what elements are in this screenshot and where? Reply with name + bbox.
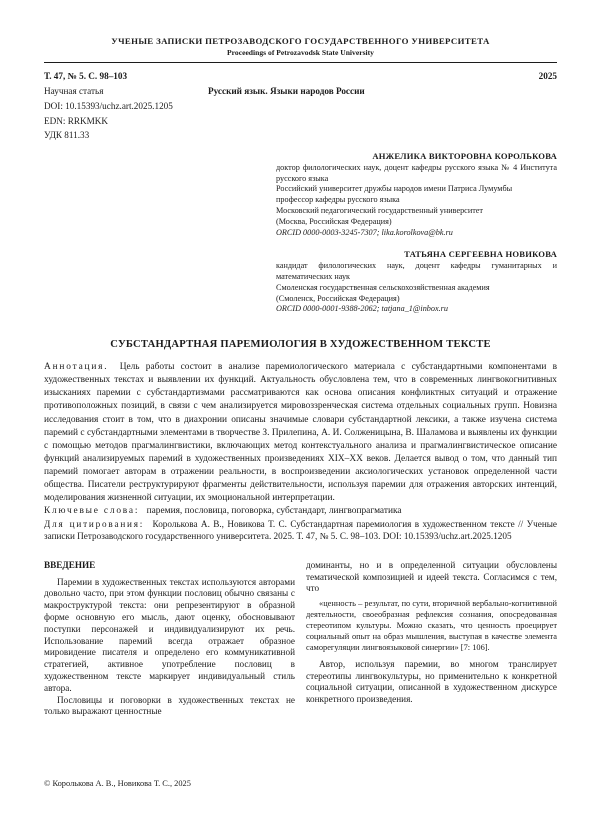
left-column: [44, 560, 295, 718]
author-affiliation-line: кандидат филологических наук, доцент кафедры гуманитарных и математических наук: [276, 261, 557, 281]
article-title: СУБСТАНДАРТНАЯ ПАРЕМИОЛОГИЯ В ХУДОЖЕСТВЕННОМ ТЕКСТЕ: [110, 339, 491, 351]
right-column: [306, 560, 557, 718]
citation-label: Для цитирования:: [44, 519, 145, 530]
body-paragraph: Автор, используя паремии, во многом транслирует стереотипы лингвокультуры, но применительно к конкретной социальной ситуации, описанной в художественном дискурсе конкретного произведения.: [306, 658, 557, 705]
article-type-row: [44, 86, 557, 97]
abstract-paragraph: [44, 361, 557, 505]
author-affiliation-line: Московский педагогический государственный университет: [276, 205, 483, 215]
body-paragraph: доминанты, но и в определенной ситуации обусловлены тематической композицией и идеей текста. Согласимся с тем, что: [306, 559, 557, 594]
abstract-label: Аннотация.: [44, 362, 109, 373]
author-location-line: (Москва, Российская Федерация): [276, 216, 392, 226]
citation-text: Королькова А. В., Новикова Т. С. Субстандартная паремиология в художественном тексте // Ученые записки Петрозаводского государственного университета. 2025. Т. 47, № 5. С. 98–103. DOI: 10.15393/uchz.art.2025.1205: [44, 519, 557, 542]
edn-line: EDN: RRKMKK: [44, 115, 109, 126]
issue-volume-pages: Т. 47, № 5. С. 98–103: [44, 71, 128, 81]
issue-info-row: [44, 71, 557, 81]
body-paragraph: Пословицы и поговорки в художественных текстах не только выражают ценностные: [44, 694, 295, 717]
article-type-label: Научная статья: [44, 85, 104, 96]
author-affiliation-line: профессор кафедры русского языка: [276, 195, 400, 205]
journal-title-ru: УЧЕНЫЕ ЗАПИСКИ ПЕТРОЗАВОДСКОГО ГОСУДАРСТВЕННОГО УНИВЕРСИТЕТА: [111, 36, 490, 46]
author-orcid-email: ORCID 0000-0003-3245-7307; lika.korolkova@bk.ru: [276, 227, 453, 237]
author-block-2: [276, 249, 557, 315]
keywords-line: [44, 505, 557, 518]
body-paragraph: Паремии в художественных текстах используются авторами довольно часто, при этом функции пословиц обычно связаны с макроструктурой текста: они репрезентируют в образной форме основную его мысль, дают оценку, обосновывают поступки персонажей и индивидуализируют их речь. Использование паремий всегда отражает образное мировидение писателя и определено его коммуникативной стратегией, активное употребление пословиц в художественном тексте маркирует индивидуальный стиль автора.: [44, 576, 295, 693]
article-rubric: Русский язык. Языки народов России: [208, 85, 365, 96]
issue-year: 2025: [538, 71, 557, 81]
abstract-text: Цель работы состоит в анализе паремиологического материала с субстандартными компонентами в художественных текстах и выявлении их функций. Актуальность обусловлена тем, что в современных лингвокогнитивных изысканиях паремии с субстандартизмами рассматриваются как основа описания конфликтных ситуаций и отражение противоположных позиций, в связи с чем анализируется мировоззренческая система отдельных социальных групп. Новизна исследования стоит в том, что в диахронии описаны значимые словари субстандартной лексики, а также изучена система паремий с субстандартными элементами в творчестве З. Прилепина, А. И. Солженицына, В. Шаламова и выявлены их функции с помощью методов прагмалингвистики, включающих метод контекстуального анализа и прагмалингвистическое описание функций анализируемых паремий в художественных произведениях XIX–XX веков. Делается вывод о том, что данный тип паремий помогает авторам в отражении реальности, в воспроизведении аксиологических установок определенной части общества. Писатели реструктурируют фрагменты действительности, используя паремии для отражения авторских интенций, моделирования жизненной ситуации, их эмоциональной интерпретации.: [44, 362, 558, 504]
journal-title-en: Proceedings of Petrozavodsk State University: [227, 48, 374, 57]
author-block-1: [276, 151, 557, 238]
author-name: АНЖЕЛИКА ВИКТОРОВНА КОРОЛЬКОВА: [372, 151, 557, 161]
body-columns: [44, 560, 557, 718]
authors-section: [44, 151, 557, 315]
author-orcid-email: ORCID 0000-0001-9388-2062; tatjana_1@inbox.ru: [276, 304, 448, 314]
block-quote: «ценность – результат, по сути, вторичной вербально-когнитивной деятельности, своеобразная рефлексия сознания, опосредованная стереотипом культуры. Можно сказать, что ценность проецирует социальный опыт на образ мышления, выступая в качестве элемента саморегуляции лингвоязыковой синергии» [7: 106].: [306, 599, 557, 652]
keywords-label: Ключевые слова:: [44, 506, 140, 517]
udc-line: УДК 811.33: [44, 130, 90, 140]
author-location-line: (Смоленск, Российская Федерация): [276, 293, 400, 303]
author-affiliation-line: доктор филологических наук, доцент кафедры русского языка № 4 Института русского языка: [276, 162, 557, 183]
author-affiliation-line: Российский университет дружбы народов имени Патриса Лумумбы: [276, 184, 513, 194]
header-divider: [44, 62, 557, 63]
citation-line: [44, 519, 557, 543]
author-affiliation-line: Смоленская государственная сельскохозяйственная академия: [276, 282, 490, 292]
keywords-text: паремия, пословица, поговорка, субстандарт, лингвопрагматика: [146, 506, 402, 517]
copyright-note: © Королькова А. В., Новикова Т. С., 2025: [44, 779, 191, 788]
journal-header: [44, 36, 557, 63]
doi-line: DOI: 10.15393/uchz.art.2025.1205: [44, 101, 173, 111]
section-heading-introduction: ВВЕДЕНИЕ: [44, 559, 96, 570]
author-name: ТАТЬЯНА СЕРГЕЕВНА НОВИКОВА: [404, 249, 557, 260]
